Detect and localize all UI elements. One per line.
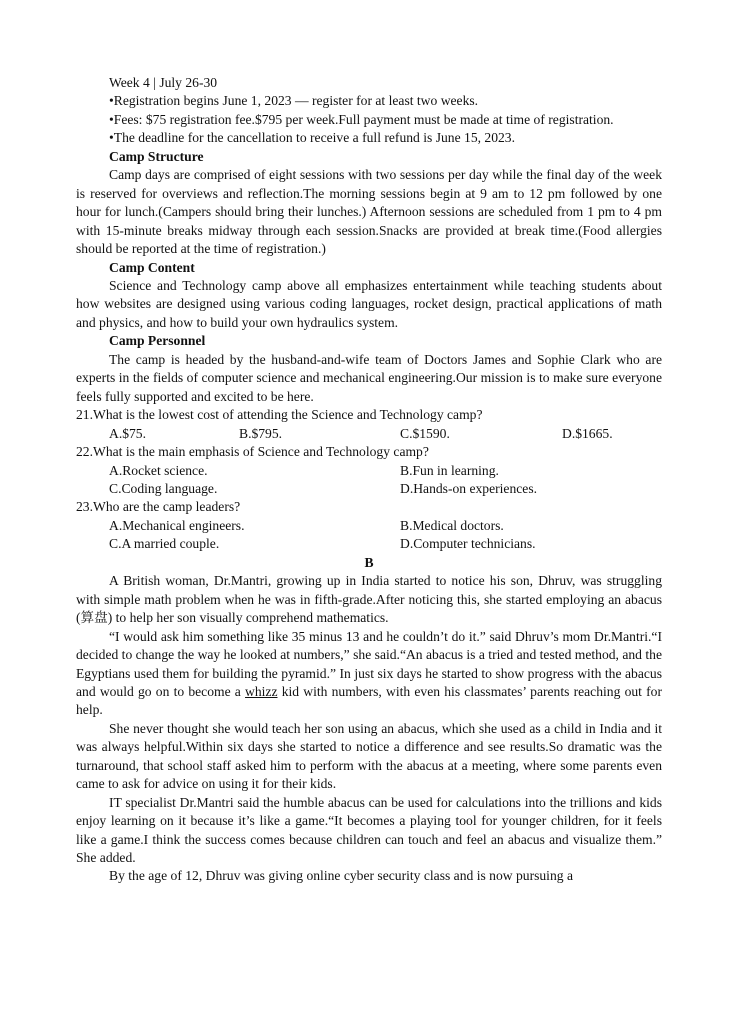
question-21-options xyxy=(76,425,662,443)
passage-b-paragraph-5: By the age of 12, Dhruv was giving online cyber security class and is now pursuing a xyxy=(109,868,573,884)
passage-b-paragraph-2 xyxy=(76,628,662,720)
option-c: C.$1590. xyxy=(400,425,450,441)
question-22-options-row-1 xyxy=(76,462,662,480)
exam-page xyxy=(76,74,662,886)
question-22-options-row-2 xyxy=(76,480,662,498)
passage-b-paragraph-4: IT specialist Dr.Mantri said the humble abacus can be used for calculations into the trillions and kids enjoy learning on it because it’s like a game.“It becomes a playing tool for younger children, for it feels like a game.I think the success comes because children can touch and feel an abacus and visualize them.” She added. xyxy=(76,794,662,866)
passage-b-title: B xyxy=(364,554,374,570)
option-d: D.Computer technicians. xyxy=(400,536,536,552)
paragraph-2-text-before: “I would ask him something like 35 minus 13 and he couldn’t do it.” said Dhruv’s mom Dr.Mantri.“I decided to change the way he looked at numbers,” she said.“An abacus is a tried and tested method, and the Egyptians used them for building the pyramid.” In just six days he started to show progress with the abacus and would go on to become a xyxy=(76,628,662,699)
fees-bullet: •Fees: $75 registration fee.$795 per week.Full payment must be made at time of registration. xyxy=(109,111,614,127)
deadline-bullet: •The deadline for the cancellation to receive a full refund is June 15, 2023. xyxy=(109,130,516,146)
question-23-options-row-2 xyxy=(76,535,662,553)
registration-bullet: •Registration begins June 1, 2023 — register for at least two weeks. xyxy=(109,93,479,109)
option-a: A.Rocket science. xyxy=(109,462,208,478)
option-d: D.$1665. xyxy=(562,425,613,441)
option-a: A.Mechanical engineers. xyxy=(109,517,245,533)
camp-content-paragraph: Science and Technology camp above all emphasizes entertainment while teaching students about how websites are designed using various coding languages, rocket design, practical applications of math and physics, and how to build your own hydraulics system. xyxy=(76,277,662,330)
option-a: A.$75. xyxy=(109,425,147,441)
camp-structure-heading: Camp Structure xyxy=(109,148,204,164)
camp-content-heading: Camp Content xyxy=(109,259,195,275)
option-c: C.A married couple. xyxy=(109,536,220,552)
paragraph-2-text-after: kid with numbers, with even his classmates’ parents reaching out for help. xyxy=(76,683,662,718)
option-b: B.Medical doctors. xyxy=(400,517,504,533)
camp-personnel-paragraph: The camp is headed by the husband-and-wife team of Doctors James and Sophie Clark who are experts in the fields of computer science and mechanical engineering.Our mission is to make sure everyone feels fully supported and excited to be here. xyxy=(76,351,662,404)
question-22-stem: 22.What is the main emphasis of Science and Technology camp? xyxy=(76,444,429,460)
option-b: B.Fun in learning. xyxy=(400,462,499,478)
camp-structure-paragraph: Camp days are comprised of eight sessions with two sessions per day while the final day of the week is reserved for overviews and reflection.The morning sessions begin at 9 am to 12 pm followed by one hour for lunch.(Campers should bring their lunches.) Afternoon sessions are scheduled from 1 pm to 4 pm with 15-minute breaks midway through each session.Snacks are provided at break time.(Food allergies should be reported at the time of registration.) xyxy=(76,167,662,257)
passage-b-paragraph-3: She never thought she would teach her son using an abacus, which she used as a child in India and it was always helpful.Within six days she started to notice a difference and see results.So dramatic was the turnaround, that school staff asked him to perform with the abacus at a meeting, where some parents even came to ask for advice on using it for their kids. xyxy=(76,720,662,792)
option-d: D.Hands-on experiences. xyxy=(400,480,538,496)
question-23-stem: 23.Who are the camp leaders? xyxy=(76,499,241,515)
week-line: Week 4 | July 26-30 xyxy=(109,75,218,90)
option-b: B.$795. xyxy=(239,425,283,441)
underlined-word-whizz: whizz xyxy=(245,683,278,699)
camp-personnel-heading: Camp Personnel xyxy=(109,333,206,349)
passage-b-paragraph-1: A British woman, Dr.Mantri, growing up in India started to notice his son, Dhruv, was struggling with simple math problem when he was in fifth-grade.After noticing this, she started employing an abacus (算盘) to help her son visually comprehend mathematics. xyxy=(76,573,662,626)
question-21-stem: 21.What is the lowest cost of attending the Science and Technology camp? xyxy=(76,407,483,423)
question-23-options-row-1 xyxy=(76,517,662,535)
option-c: C.Coding language. xyxy=(109,480,218,496)
